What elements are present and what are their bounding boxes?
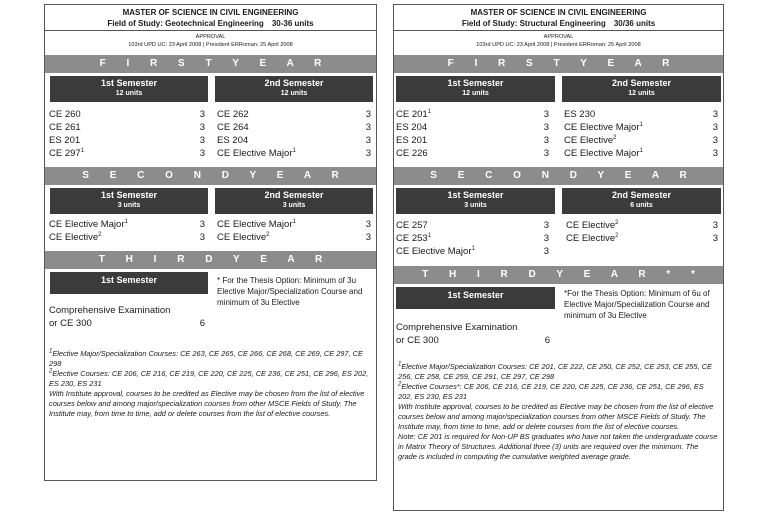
course-code: CE Elective Major bbox=[217, 148, 293, 159]
course-row bbox=[564, 108, 718, 121]
course-units: 3 bbox=[199, 135, 205, 146]
semester-header-2nd bbox=[562, 188, 721, 214]
semester-header-1st bbox=[396, 76, 555, 102]
approval-block bbox=[45, 31, 376, 52]
course-units: 3 bbox=[712, 122, 718, 133]
course-list bbox=[396, 108, 549, 160]
footnote-1 bbox=[398, 362, 719, 382]
course-row bbox=[396, 219, 549, 232]
comp-line-2: or CE 300 bbox=[49, 318, 92, 329]
footnote-4: Note: CE 201 is required for Non-UP BS graduates who have not taken the undergraduate course in Matrix Theory of Structures. Additional three (3) units are required over the minimum. The grade is included in computing the cumulative weighted average grade. bbox=[398, 432, 718, 461]
course-row bbox=[217, 134, 371, 147]
second-year-courses bbox=[394, 219, 723, 263]
course-row bbox=[396, 245, 549, 258]
course-units: 3 bbox=[199, 122, 205, 133]
semester-header-1st bbox=[396, 287, 555, 309]
approval-block bbox=[394, 31, 723, 52]
total-units: 30/36 units bbox=[613, 19, 656, 28]
semester-header-2nd bbox=[215, 188, 373, 214]
course-row bbox=[566, 232, 718, 245]
semester-title: 1st Semester bbox=[100, 190, 158, 200]
footnotes bbox=[45, 349, 376, 419]
course-row bbox=[217, 231, 371, 244]
course-list bbox=[49, 218, 205, 244]
course-units: 3 bbox=[712, 109, 718, 120]
course-row bbox=[396, 232, 549, 245]
field-of-study bbox=[394, 18, 723, 29]
course-units: 3 bbox=[712, 148, 718, 159]
program-title: MASTER OF SCIENCE IN CIVIL ENGINEERING bbox=[470, 8, 647, 17]
course-row bbox=[566, 219, 718, 232]
third-year-block bbox=[394, 284, 723, 348]
course-row bbox=[564, 147, 718, 160]
footnote-text: Elective Courses: CE 206, CE 216, CE 219, CE 220, CE 225, CE 236, CE 251, CE 296, ES 202, ES 230, ES 231 bbox=[49, 369, 369, 388]
course-row bbox=[49, 231, 205, 244]
course-row bbox=[396, 147, 549, 160]
course-footnote-marker: 2 bbox=[98, 231, 102, 238]
semester-units: 12 units bbox=[628, 90, 655, 97]
first-year-semesters bbox=[45, 76, 376, 102]
second-year-semesters bbox=[394, 188, 723, 214]
course-row bbox=[49, 147, 205, 160]
course-code: CE Elective bbox=[566, 220, 616, 231]
semester-title: 1st Semester bbox=[100, 78, 158, 88]
semester-title: 1st Semester bbox=[447, 290, 504, 300]
semester-header-1st bbox=[50, 272, 208, 294]
course-footnote-marker: 1 bbox=[471, 245, 475, 252]
course-list bbox=[396, 219, 549, 258]
semester-title: 2nd Semester bbox=[264, 190, 324, 200]
footnotes bbox=[394, 362, 723, 462]
course-units: 3 bbox=[199, 109, 205, 120]
course-row bbox=[564, 121, 718, 134]
course-footnote-marker: 1 bbox=[639, 147, 643, 154]
footnote-3: With Institute approval, courses to be credited as Elective may be chosen from the list of elective courses below and among major/specialization courses from other MSCE Fields of Study. The Institute may, from time to time, add or delete courses from the list of elective courses. bbox=[398, 402, 714, 431]
comprehensive-exam bbox=[396, 321, 556, 347]
card-header bbox=[394, 5, 723, 31]
course-units: 3 bbox=[365, 148, 371, 159]
course-code: ES 204 bbox=[396, 122, 428, 133]
semester-units: 3 units bbox=[282, 202, 306, 209]
course-footnote-marker: 1 bbox=[639, 121, 643, 128]
third-year-bar: T H I R D Y E A R * * bbox=[394, 266, 723, 284]
course-list bbox=[566, 219, 718, 245]
course-code: CE 257 bbox=[396, 220, 428, 231]
thesis-option-note: *For the Thesis Option: Minimum of 6u of Elective Major/Specialization Course and minimum of 3u Elective bbox=[564, 289, 710, 320]
course-code: CE 297 bbox=[49, 148, 81, 159]
course-list bbox=[217, 108, 371, 160]
course-code: CE 261 bbox=[49, 122, 81, 133]
semester-units: 12 units bbox=[462, 90, 489, 97]
course-list bbox=[564, 108, 718, 160]
approval-detail: 103rd UPD UC: 23 April 2008 | President ERRoman: 25 April 2008 bbox=[128, 42, 293, 48]
semester-header-1st bbox=[396, 188, 555, 214]
first-year-bar: F I R S T Y E A R bbox=[45, 55, 376, 73]
semester-header-1st bbox=[50, 76, 208, 102]
course-code: ES 201 bbox=[396, 135, 428, 146]
semester-units: 12 units bbox=[280, 90, 308, 97]
semester-title: 2nd Semester bbox=[611, 78, 672, 88]
course-units: 3 bbox=[365, 122, 371, 133]
course-units: 3 bbox=[365, 135, 371, 146]
course-footnote-marker: 2 bbox=[615, 232, 619, 239]
semester-title: 2nd Semester bbox=[264, 78, 324, 88]
footnote-marker: 2 bbox=[49, 368, 53, 375]
course-code: CE Elective Major bbox=[396, 246, 472, 257]
footnote-1 bbox=[49, 349, 372, 369]
course-row bbox=[396, 134, 549, 147]
footnote-text: Elective Major/Specialization Courses: CE 263, CE 265, CE 266, CE 268, CE 269, CE 297, CE 298 bbox=[49, 349, 363, 368]
course-list bbox=[49, 108, 205, 160]
second-year-semesters bbox=[45, 188, 376, 214]
course-row bbox=[396, 108, 549, 121]
approval-label: APPROVAL bbox=[195, 34, 226, 40]
course-units: 3 bbox=[199, 232, 205, 243]
footnote-2 bbox=[398, 382, 719, 402]
third-year-bar: T H I R D Y E A R bbox=[45, 251, 376, 269]
semester-header-2nd bbox=[215, 76, 373, 102]
course-code: CE Elective bbox=[564, 135, 614, 146]
semester-units: 3 units bbox=[464, 202, 487, 209]
course-code: CE Elective Major bbox=[217, 219, 293, 230]
comp-units: 6 bbox=[199, 318, 205, 329]
second-year-bar: S E C O N D Y E A R bbox=[394, 167, 723, 185]
field-name: Field of Study: Geotechnical Engineering bbox=[107, 19, 264, 28]
first-year-bar: F I R S T Y E A R bbox=[394, 55, 723, 73]
semester-title: 1st Semester bbox=[447, 190, 504, 200]
course-code: CE Elective Major bbox=[564, 148, 640, 159]
course-row bbox=[217, 121, 371, 134]
course-code: CE 264 bbox=[217, 122, 249, 133]
course-code: ES 201 bbox=[49, 135, 81, 146]
third-year-block bbox=[45, 269, 376, 329]
course-code: CE 226 bbox=[396, 148, 428, 159]
course-footnote-marker: 1 bbox=[427, 232, 432, 239]
footnote-marker: 1 bbox=[49, 348, 53, 355]
course-footnote-marker: 1 bbox=[124, 218, 128, 225]
program-title: MASTER OF SCIENCE IN CIVIL ENGINEERING bbox=[122, 8, 299, 17]
course-footnote-marker: 2 bbox=[615, 219, 619, 226]
course-footnote-marker: 1 bbox=[80, 147, 85, 154]
course-units: 3 bbox=[199, 148, 205, 159]
course-row bbox=[49, 134, 205, 147]
footnote-3: With Institute approval, courses to be credited as Elective may be chosen from the list of elective courses below and among major/specialization courses from other MSCE Fields of Study. The Institute may, from time to time, add or delete courses from the list of elective courses. bbox=[49, 389, 365, 418]
first-year-courses bbox=[45, 108, 376, 164]
course-code: CE Elective bbox=[566, 233, 616, 244]
course-footnote-marker: 2 bbox=[266, 231, 270, 238]
course-row bbox=[217, 218, 371, 231]
footnote-marker: 1 bbox=[398, 361, 402, 368]
course-units: 3 bbox=[543, 109, 549, 120]
course-units: 3 bbox=[543, 233, 549, 244]
course-footnote-marker: 2 bbox=[613, 134, 617, 141]
field-of-study bbox=[45, 18, 376, 29]
comp-line-1: Comprehensive Examination bbox=[396, 322, 518, 333]
approval-detail: 103rd UPD UC: 23 April 2008 | President ERRoman: 25 April 2008 bbox=[476, 42, 641, 48]
course-row bbox=[217, 147, 371, 160]
course-code: CE 253 bbox=[396, 233, 428, 244]
total-units: 30-36 units bbox=[271, 19, 314, 28]
footnote-marker: 2 bbox=[398, 381, 402, 388]
course-footnote-marker: 1 bbox=[427, 108, 432, 115]
course-footnote-marker: 1 bbox=[292, 147, 296, 154]
course-code: CE 260 bbox=[49, 109, 81, 120]
course-code: CE Elective bbox=[49, 232, 99, 243]
thesis-option-note: * For the Thesis Option: Minimum of 3u Elective Major/Specialization Course and minimum of 3u Elective bbox=[217, 276, 363, 307]
field-name: Field of Study: Structural Engineering bbox=[461, 19, 606, 28]
course-units: 3 bbox=[543, 122, 549, 133]
course-row bbox=[396, 121, 549, 134]
course-row bbox=[49, 108, 205, 121]
first-year-courses bbox=[394, 108, 723, 164]
first-year-semesters bbox=[394, 76, 723, 102]
semester-title: 1st Semester bbox=[447, 78, 504, 88]
course-code: CE Elective Major bbox=[49, 219, 125, 230]
semester-units: 12 units bbox=[115, 90, 143, 97]
footnote-2 bbox=[49, 369, 372, 389]
comp-line-2: or CE 300 bbox=[396, 335, 439, 346]
course-row bbox=[49, 218, 205, 231]
approval-label: APPROVAL bbox=[543, 34, 574, 40]
comp-line-1: Comprehensive Examination bbox=[49, 305, 171, 316]
semester-title: 2nd Semester bbox=[611, 190, 672, 200]
course-row bbox=[217, 108, 371, 121]
second-year-courses bbox=[45, 218, 376, 248]
course-code: ES 230 bbox=[564, 109, 596, 120]
course-list bbox=[217, 218, 371, 244]
curriculum-card-structural bbox=[393, 4, 724, 511]
course-units: 3 bbox=[712, 135, 718, 146]
course-units: 3 bbox=[365, 232, 371, 243]
course-footnote-marker: 1 bbox=[292, 218, 296, 225]
semester-title: 1st Semester bbox=[100, 275, 158, 285]
curriculum-card-geotechnical bbox=[44, 4, 377, 481]
footnote-text: Elective Courses*: CE 206, CE 216, CE 219, CE 220, CE 225, CE 236, CE 251, CE 296, ES 202, ES 230, ES 231 bbox=[398, 382, 704, 401]
course-code: CE 262 bbox=[217, 109, 249, 120]
course-units: 3 bbox=[543, 246, 549, 257]
semester-units: 6 units bbox=[630, 202, 653, 209]
comp-units: 6 bbox=[544, 335, 550, 346]
semester-header-2nd bbox=[562, 76, 721, 102]
course-units: 3 bbox=[543, 135, 549, 146]
course-row bbox=[564, 134, 718, 147]
course-units: 3 bbox=[199, 219, 205, 230]
course-units: 3 bbox=[543, 148, 549, 159]
course-code: ES 204 bbox=[217, 135, 249, 146]
course-units: 3 bbox=[712, 233, 718, 244]
course-units: 3 bbox=[365, 219, 371, 230]
footnote-text: Elective Major/Specialization Courses: CE 201, CE 222, CE 250, CE 252, CE 253, CE 255, CE 256, CE 258, CE 259, CE 291, CE 297, CE 298 bbox=[398, 362, 712, 381]
course-units: 3 bbox=[543, 220, 549, 231]
course-code: CE 201 bbox=[396, 109, 428, 120]
card-header bbox=[45, 5, 376, 31]
course-code: CE Elective Major bbox=[564, 122, 640, 133]
semester-header-1st bbox=[50, 188, 208, 214]
course-row bbox=[49, 121, 205, 134]
comprehensive-exam bbox=[49, 304, 209, 330]
semester-units: 3 units bbox=[117, 202, 141, 209]
course-units: 3 bbox=[365, 109, 371, 120]
second-year-bar: S E C O N D Y E A R bbox=[45, 167, 376, 185]
course-code: CE Elective bbox=[217, 232, 267, 243]
course-units: 3 bbox=[712, 220, 718, 231]
